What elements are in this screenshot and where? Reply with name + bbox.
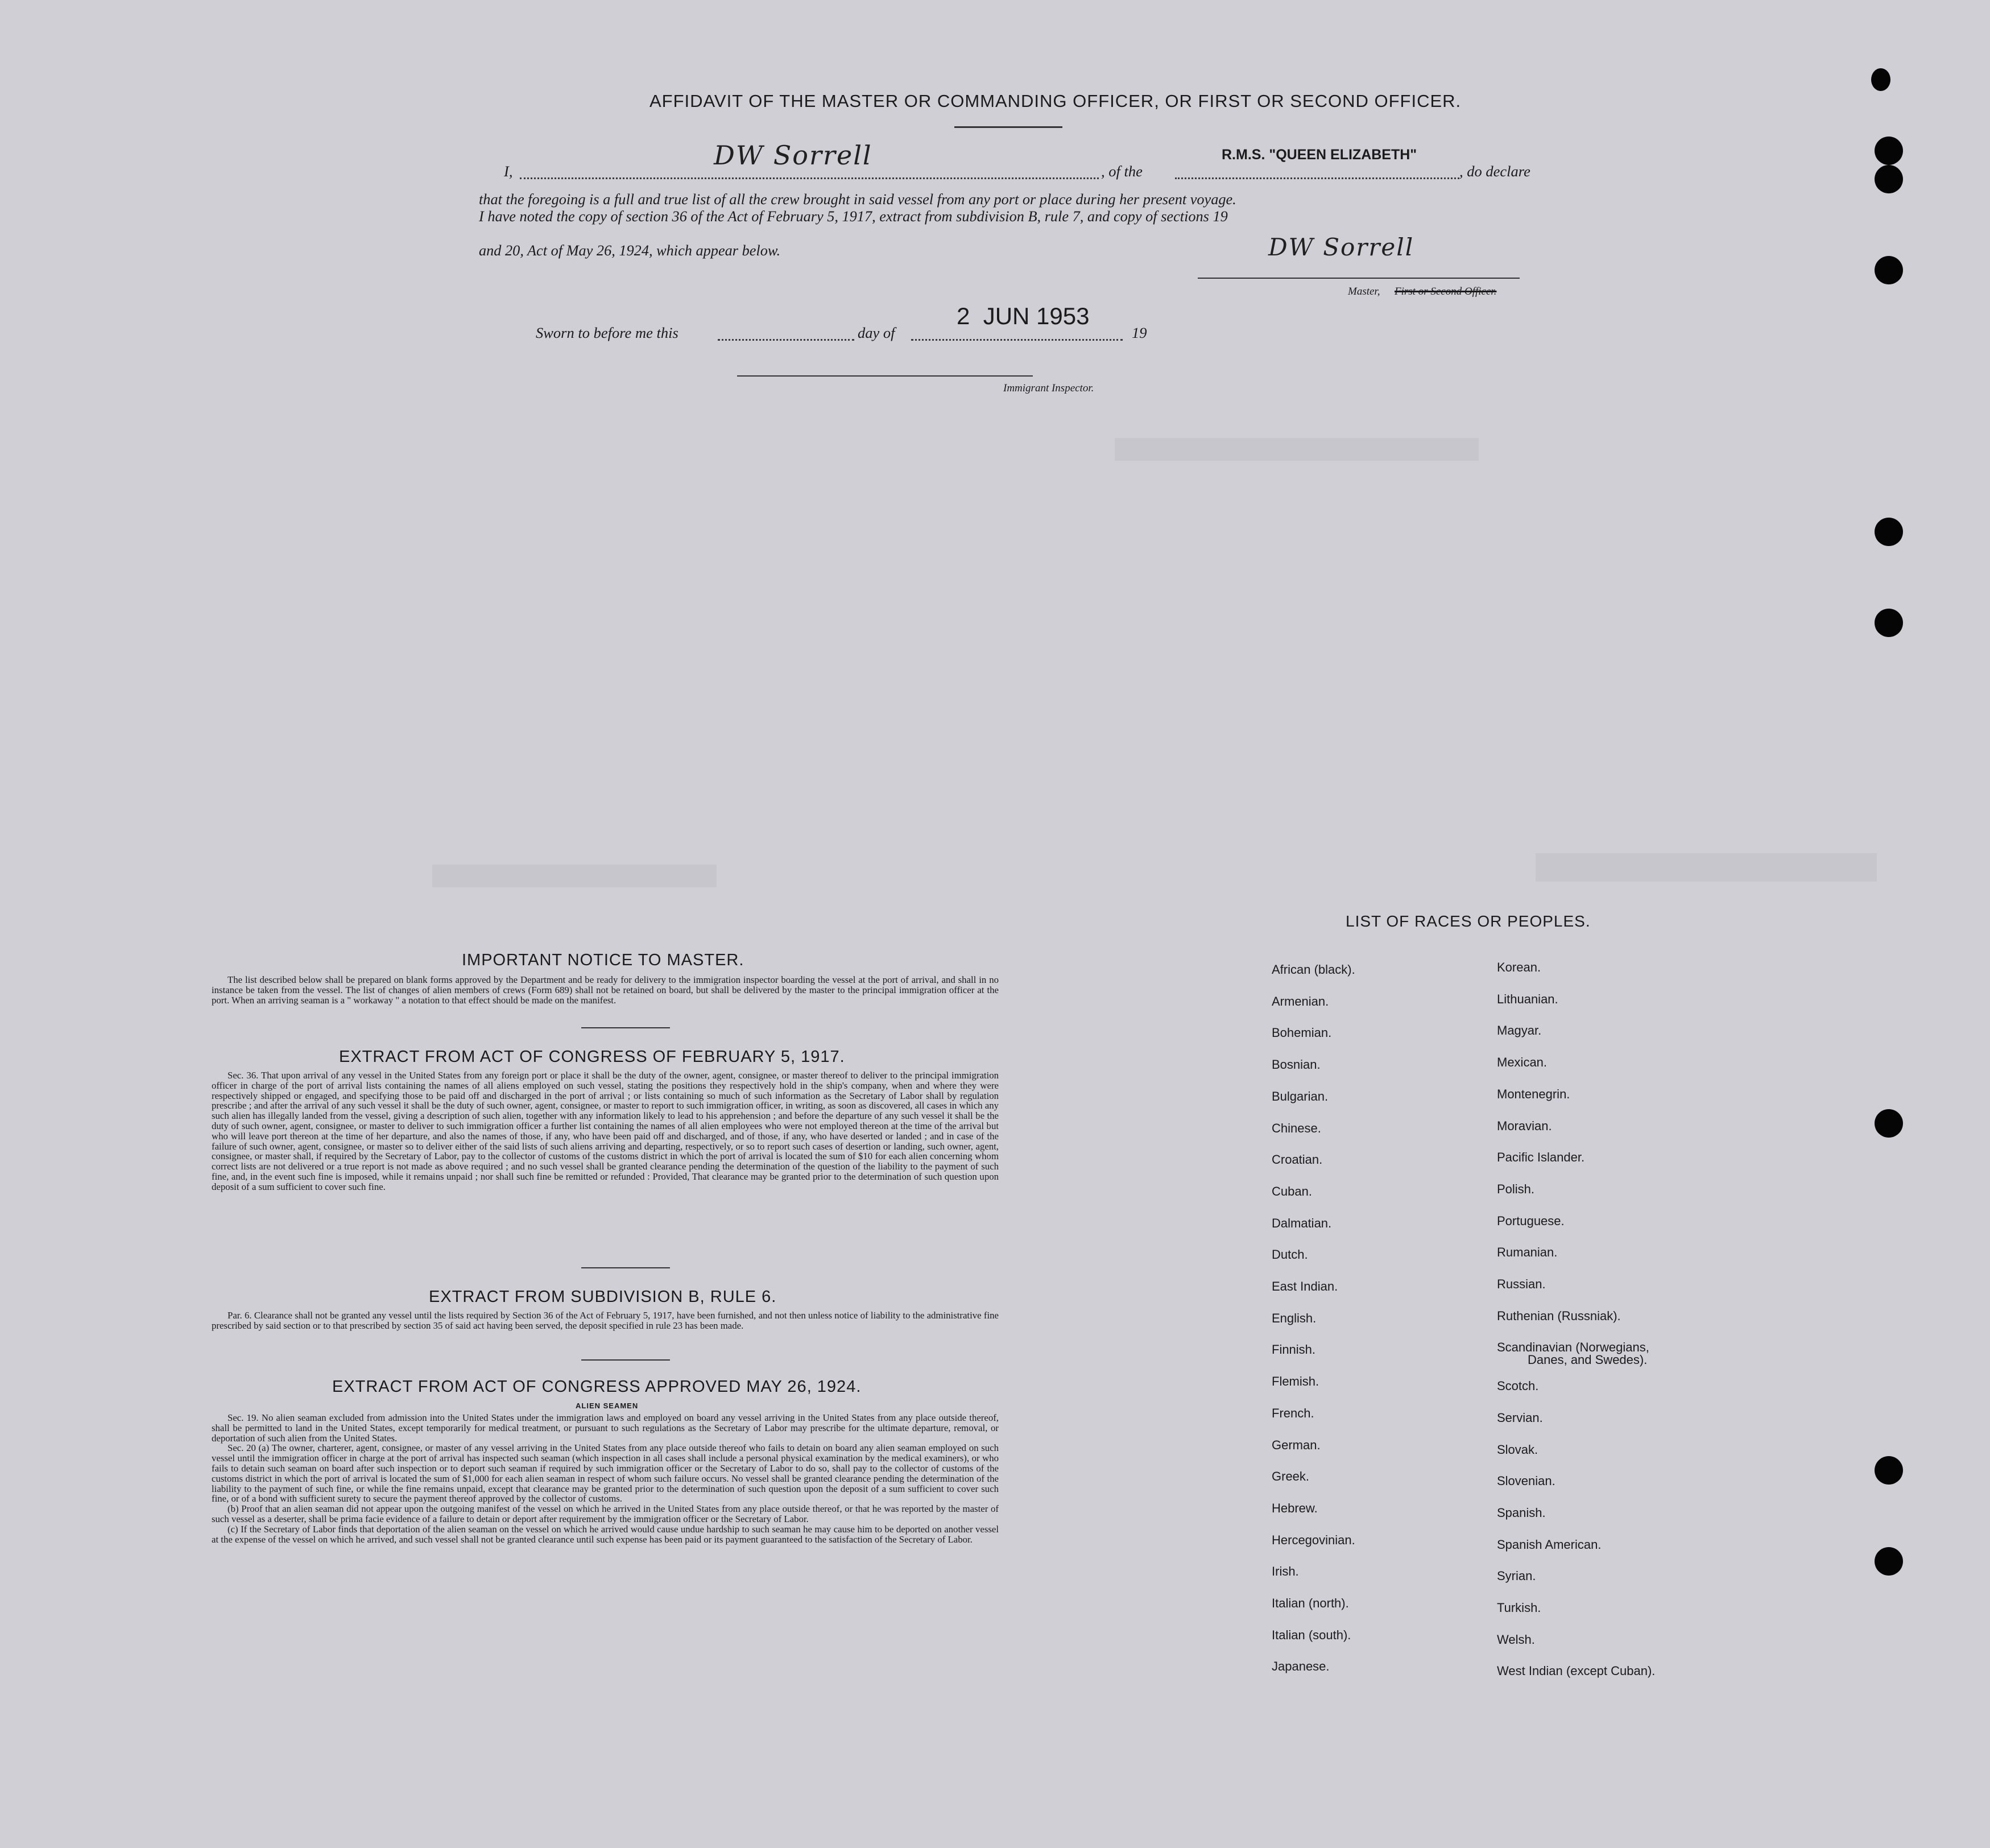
binder-hole xyxy=(1875,518,1903,546)
race-item: Croatian. xyxy=(1272,1152,1323,1167)
i-label: I, xyxy=(504,163,513,180)
section-20b-paragraph: (b) Proof that an alien seaman did not appear upon the outgoing manifest of the vessel on which he arrived in the United States from any place outside thereof, or that he was reported by the master of such vessel as a deserter, shall be prima facie evidence of a failure to detain or deport after requirement by the immigration officer or the Secretary of Labor. xyxy=(212,1503,999,1524)
notice-text xyxy=(212,975,999,1005)
race-item: Chinese. xyxy=(1272,1121,1321,1135)
race-item: Irish. xyxy=(1272,1564,1299,1578)
race-item: Italian (south). xyxy=(1272,1628,1351,1642)
vessel-line xyxy=(1175,177,1459,179)
race-item: Finnish. xyxy=(1272,1342,1316,1357)
extract-1917-text xyxy=(212,1070,999,1192)
race-item: Scotch. xyxy=(1497,1379,1539,1393)
section-20a-paragraph: Sec. 20 (a) The owner, charterer, agent, consignee, or master of any vessel arriving in the United States from any place outside thereof who fails to detain on board any alien seaman employed on such vessel until the immigration officer in charge at the port of arrival has inspected such seaman (which inspection in all cases shall include a personal physical examination by the medical examiners), or who fails to detain such seaman on board after such inspection or to deport such seaman if required by such immigration officer or the Secretary of Labor to do so, shall pay to the collector of customs of the customs district in which the port of arrival is located the sum of $1,000 for each alien seaman in respect of whom such failure occurs. No vessel shall be granted clearance pending the determination of the liability to the payment of such fine, or while the fine remains unpaid, except that clearance may be granted prior to the determination of such question upon the deposit of a sum sufficient to cover such fine, or of a bond with sufficient surety to secure the payment thereof approved by the collector of customs. xyxy=(212,1442,999,1504)
extract-1924-text xyxy=(212,1413,999,1544)
divider xyxy=(581,1267,670,1268)
race-item: Bosnian. xyxy=(1272,1057,1321,1072)
race-item: Cuban. xyxy=(1272,1184,1312,1198)
race-item: Slovak. xyxy=(1497,1442,1538,1457)
race-item: Polish. xyxy=(1497,1182,1535,1196)
sworn-day-line xyxy=(718,339,854,341)
race-item: Scandinavian (Norwegians, xyxy=(1497,1340,1649,1354)
alien-seamen-subheading: ALIEN SEAMEN xyxy=(576,1401,639,1410)
race-item: Flemish. xyxy=(1272,1374,1319,1388)
race-item: French. xyxy=(1272,1406,1314,1420)
race-item: Italian (north). xyxy=(1272,1596,1349,1610)
subdivision-b-paragraph: Par. 6. Clearance shall not be granted any vessel until the lists required by Section 36 of the Act of February 5, 1917, have been furnished, and not then unless notice of liability to the administrative fine prescribed by said section or to that prescribed by section 35 of said act having been served, the deposit specified in rule 23 has been made. xyxy=(212,1310,999,1331)
race-item: Dalmatian. xyxy=(1272,1216,1332,1230)
race-item: African (black). xyxy=(1272,962,1355,977)
binder-hole xyxy=(1875,609,1903,637)
race-item: Hebrew. xyxy=(1272,1501,1318,1515)
race-item: Lithuanian. xyxy=(1497,992,1558,1006)
subdivision-b-text xyxy=(212,1310,999,1331)
binder-hole xyxy=(1875,165,1903,193)
race-item: Russian. xyxy=(1497,1277,1546,1291)
race-item: Moravian. xyxy=(1497,1119,1552,1133)
race-item: Mexican. xyxy=(1497,1055,1548,1069)
extract-1924-heading: EXTRACT FROM ACT OF CONGRESS APPROVED MAY 26, 1924. xyxy=(332,1378,862,1396)
binder-hole xyxy=(1875,1109,1903,1138)
show-through-bar xyxy=(1115,438,1479,461)
race-item: Turkish. xyxy=(1497,1601,1541,1615)
race-item: Slovenian. xyxy=(1497,1474,1555,1488)
race-item: Danes, and Swedes). xyxy=(1528,1353,1648,1367)
show-through-bar xyxy=(432,865,717,887)
master-signature: DW Sorrell xyxy=(714,140,872,171)
race-item: Welsh. xyxy=(1497,1632,1535,1647)
binder-hole xyxy=(1871,68,1890,91)
subdivision-b-heading: EXTRACT FROM SUBDIVISION B, RULE 6. xyxy=(429,1288,777,1306)
show-through-bar xyxy=(1536,853,1877,882)
divider xyxy=(581,1359,670,1361)
race-item: West Indian (except Cuban). xyxy=(1497,1664,1656,1678)
race-item: East Indian. xyxy=(1272,1279,1338,1293)
race-item: Rumanian. xyxy=(1497,1245,1558,1259)
sworn-month-line xyxy=(911,339,1123,341)
race-item: Spanish American. xyxy=(1497,1537,1602,1552)
race-item: Bohemian. xyxy=(1272,1026,1332,1040)
race-item: Syrian. xyxy=(1497,1569,1536,1583)
day-of-label: day of xyxy=(858,324,895,341)
binder-hole xyxy=(1875,1547,1903,1576)
master-signature-2: DW Sorrell xyxy=(1268,233,1414,261)
sworn-label: Sworn to before me this xyxy=(536,324,678,341)
declaration-line-3: I have noted the copy of section 36 of the Act of February 5, 1917, extract from subdivision B, rule 7, and copy of sections 19 xyxy=(479,208,1228,225)
signature-line xyxy=(1198,278,1520,279)
race-item: Korean. xyxy=(1497,960,1541,974)
notice-paragraph: The list described below shall be prepared on blank forms approved by the Department and be ready for delivery to the immigration inspector boarding the vessel at the port of arrival, and shall in no instance be taken from the vessel. The list of changes of alien members of crews (Form 689) shall not be retained on board, but shall be delivered by the master to the principal immigration officer at the port. When an arriving seaman is a " workaway " a notation to that effect should be made on the manifest. xyxy=(212,974,999,1006)
race-item: Armenian. xyxy=(1272,994,1329,1008)
of-the-label: , of the xyxy=(1101,163,1143,180)
race-item: Bulgarian. xyxy=(1272,1089,1329,1103)
year-prefix: 19 xyxy=(1132,324,1147,341)
race-item: Servian. xyxy=(1497,1411,1543,1425)
name-line xyxy=(520,177,1099,179)
section-20c-paragraph: (c) If the Secretary of Labor finds that deportation of the alien seaman on the vessel on which he arrived would cause undue hardship to such seaman he may cause him to be deported on another vessel at the expense of the vessel on which he arrived, and such vessel shall not be granted clearance until such expense has been paid or its payment guaranteed to the satisfaction of the Secretary of Labor. xyxy=(212,1523,999,1545)
extract-1917-heading: EXTRACT FROM ACT OF CONGRESS OF FEBRUARY 5, 1917. xyxy=(339,1048,845,1066)
race-item: Spanish. xyxy=(1497,1506,1546,1520)
declaration-line-2: that the foregoing is a full and true list of all the crew brought in said vessel from any port or place during her present voyage. xyxy=(479,191,1236,208)
race-item: Ruthenian (Russniak). xyxy=(1497,1309,1621,1323)
race-item: Greek. xyxy=(1272,1469,1310,1483)
race-item: Pacific Islander. xyxy=(1497,1150,1585,1164)
inspector-label: Immigrant Inspector. xyxy=(1003,382,1094,394)
title-underline xyxy=(954,126,1062,128)
races-heading: LIST OF RACES OR PEOPLES. xyxy=(1346,912,1591,930)
declaration-line-4: and 20, Act of May 26, 1924, which appear below. xyxy=(479,242,781,259)
section-19-paragraph: Sec. 19. No alien seaman excluded from admission into the United States under the immigration laws and employed on board any vessel arriving in the United States from any place outside thereof, shall be permitted to land in the United States, except temporarily for medical treatment, or pursuant to such regulations as the Secretary of Labor may prescribe for the ultimate departure, removal, or deportation of such alien from the United States. xyxy=(212,1412,999,1444)
struck-officer-label: First or Second Officer. xyxy=(1395,286,1497,297)
inspector-signature-line xyxy=(737,375,1033,377)
master-label: Master, xyxy=(1348,286,1380,297)
binder-hole xyxy=(1875,1456,1903,1485)
divider xyxy=(581,1027,670,1028)
race-item: Montenegrin. xyxy=(1497,1087,1570,1101)
declare-label: , do declare xyxy=(1459,163,1530,180)
race-item: Portuguese. xyxy=(1497,1214,1565,1228)
race-item: Dutch. xyxy=(1272,1247,1308,1262)
race-item: Japanese. xyxy=(1272,1659,1330,1673)
notice-heading: IMPORTANT NOTICE TO MASTER. xyxy=(462,951,744,969)
extract-1917-paragraph: Sec. 36. That upon arrival of any vessel in the United States from any foreign port or place it shall be the duty of the owner, agent, consignee, or master thereof to deliver to the principal immigration officer in charge of the port of arrival lists containing the names of all aliens employed on such vessel, stating the positions they respectively hold in the ship's company, when and where they were respectively shipped or engaged, and specifying those to be paid off and discharged in the port of arrival ; or lists containing so much of such information as the Secretary of Labor shall by regulation prescribe ; and after the arrival of any such vessel it shall be the duty of such owner, agent, consignee, or master to report to such immigration officer, in writing, as soon as discovered, all cases in which any such alien has illegally landed from the vessel, giving a description of such alien, together with any information likely to lead to his apprehension ; and before the departure of any such vessel it shall be the duty of such owner, agent, consignee, or master to deliver to such immigration officer a further list containing the names of all alien employees who were not employed thereon at the time of the arrival but who will leave port thereon at the time of her departure, and also the names of those, if any, who have been paid off and discharged, and of those, if any, who have deserted or landed ; and in case of the failure of such owner, agent, consignee, or master so to deliver either of the said lists of such aliens arriving and departing, respectively, or so to report such cases of desertion or landing, such owner, agent, consignee, or master shall, if required by the Secretary of Labor, pay to the collector of customs of the customs district in which the port of arrival is located the sum of $10 for each alien concerning whom correct lists are not delivered or a true report is not made as above required ; and no such vessel shall be granted clearance pending the determination of the question of the liability to the payment of such fine, and, in the event such fine is imposed, while it remains unpaid ; nor shall such fine be remitted or refunded : Provided, That clearance may be granted prior to the determination of such question upon deposit of a sum sufficient to cover such fine. xyxy=(212,1070,999,1192)
affidavit-title: AFFIDAVIT OF THE MASTER OR COMMANDING OFFICER, OR FIRST OR SECOND OFFICER. xyxy=(649,91,1462,111)
race-item: Magyar. xyxy=(1497,1023,1542,1037)
vessel-name-stamp: R.M.S. "QUEEN ELIZABETH" xyxy=(1222,147,1417,163)
race-item: English. xyxy=(1272,1311,1317,1325)
binder-hole xyxy=(1875,137,1903,165)
date-stamp: 2 JUN 1953 xyxy=(957,303,1090,329)
race-item: German. xyxy=(1272,1438,1321,1452)
race-item: Hercegovinian. xyxy=(1272,1533,1355,1547)
binder-hole xyxy=(1875,256,1903,284)
